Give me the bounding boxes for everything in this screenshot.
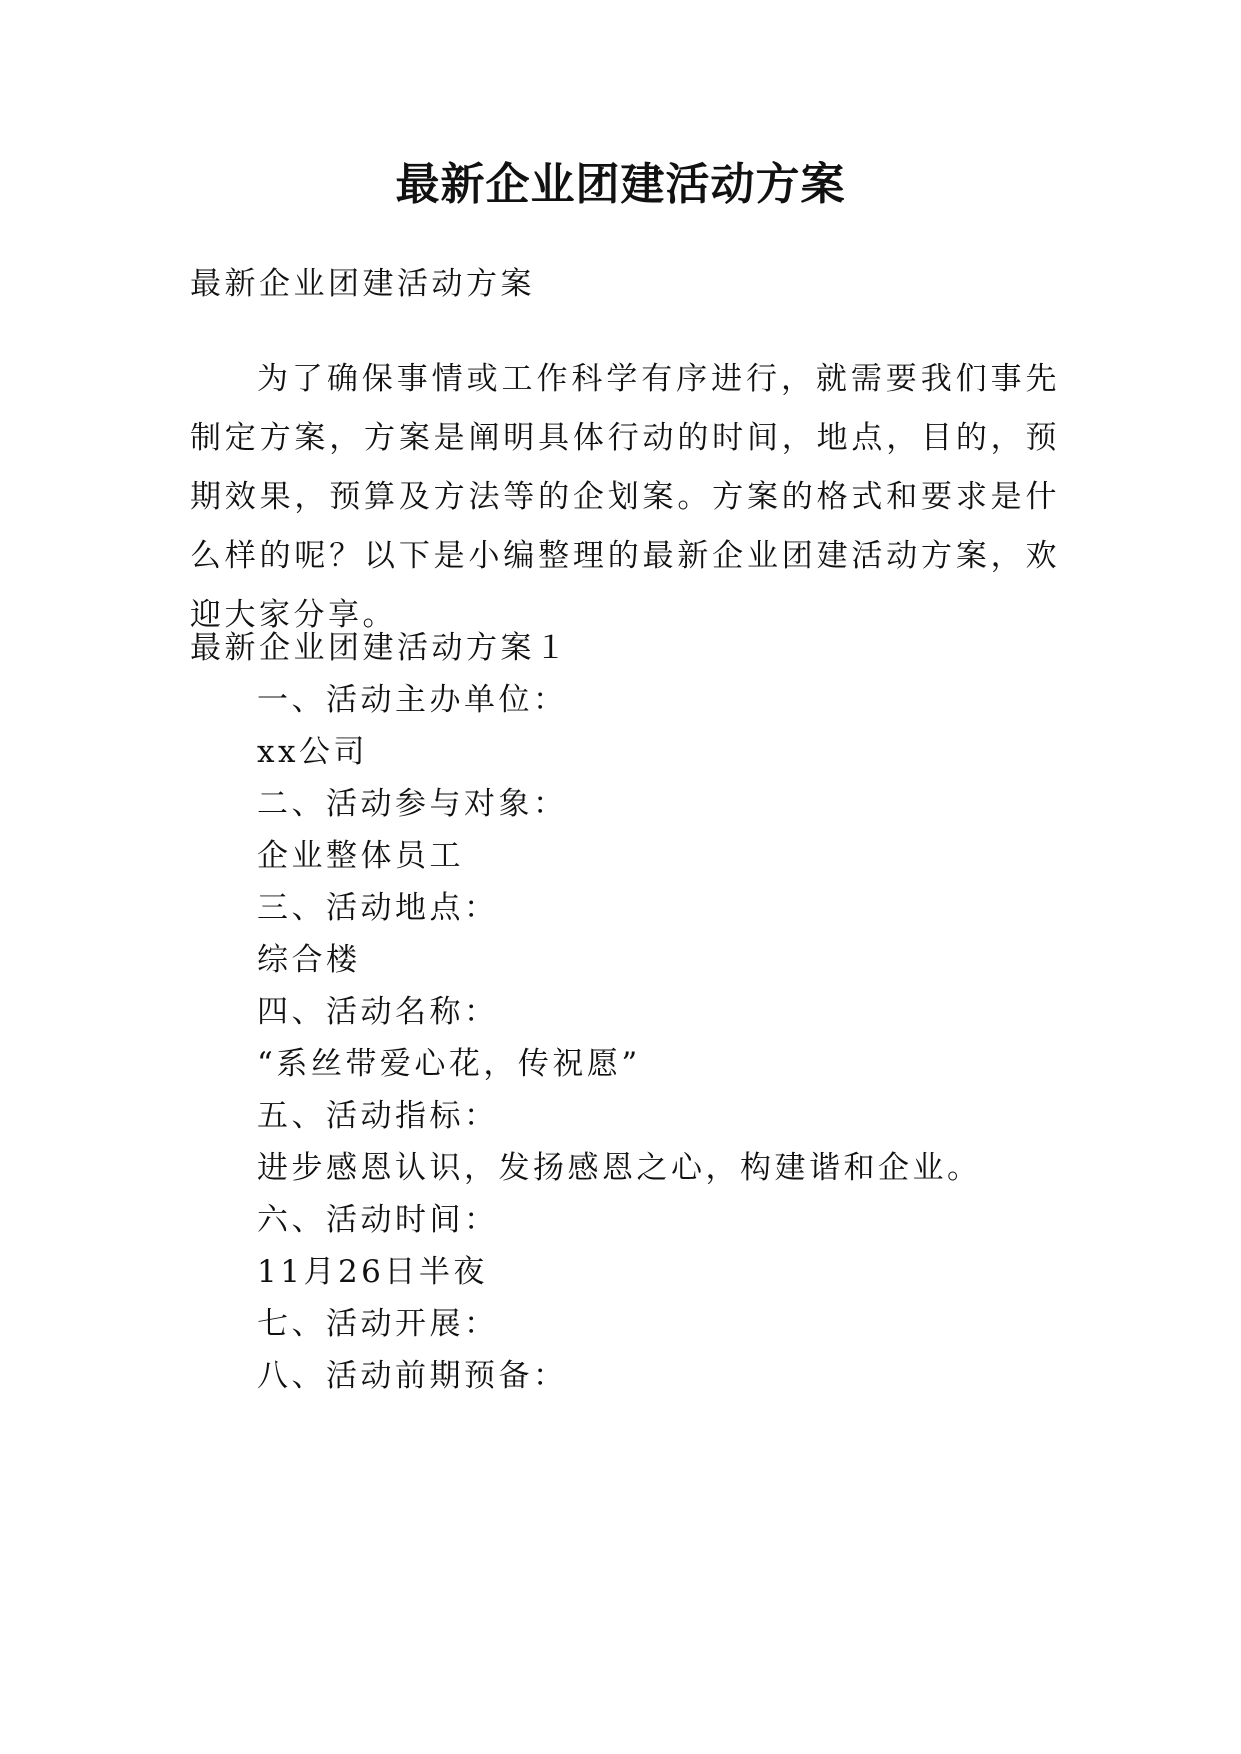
section-heading: 最新企业团建活动方案１: [190, 630, 570, 666]
item-value-location: 综合楼: [257, 942, 361, 978]
item-heading-goal: 五、活动指标：: [257, 1098, 499, 1134]
item-heading-preparation: 八、活动前期预备：: [257, 1358, 568, 1394]
item-value-participants: 企业整体员工: [257, 838, 464, 874]
document-title: 最新企业团建活动方案: [395, 159, 846, 210]
intro-paragraph: 为了确保事情或工作科学有序进行，就需要我们事先制定方案，方案是阐明具体行动的时间，地点，目的，预期效果，预算及方法等的企划案。方案的格式和要求是什么样的呢？以下是小编整理的最新企业团建活动方案，欢迎大家分享。: [190, 361, 1060, 633]
document-subtitle: 最新企业团建活动方案: [190, 266, 535, 302]
item-heading-time: 六、活动时间：: [257, 1202, 499, 1238]
item-heading-execution: 七、活动开展：: [257, 1306, 499, 1342]
item-value-name: “系丝带爱心花，传祝愿”: [257, 1046, 641, 1082]
item-value-goal: 进步感恩认识，发扬感恩之心，构建谐和企业。: [257, 1150, 982, 1186]
item-heading-participants: 二、活动参与对象：: [257, 786, 568, 822]
item-heading-name: 四、活动名称：: [257, 994, 499, 1030]
item-value-organizer: xx公司: [257, 734, 368, 770]
item-heading-location: 三、活动地点：: [257, 890, 499, 926]
item-heading-organizer: 一、活动主办单位：: [257, 682, 568, 718]
item-value-time: 11月26日半夜: [257, 1254, 488, 1290]
